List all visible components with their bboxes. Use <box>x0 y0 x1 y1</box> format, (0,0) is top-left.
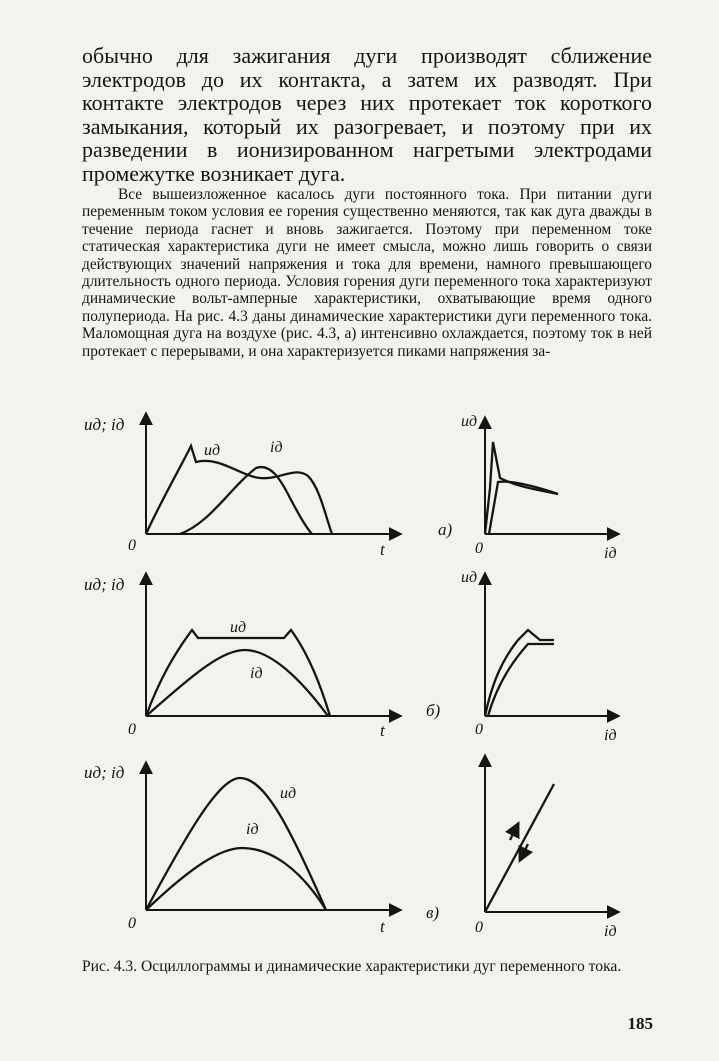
row-b-current-label: iд <box>250 665 263 682</box>
row-b-right-plot <box>461 569 618 744</box>
row-a-right-x-label: iд <box>604 545 617 562</box>
row-b-left-plot <box>84 574 400 740</box>
row-c-origin: 0 <box>128 915 136 932</box>
row-a-dynamic-curve-down <box>489 482 558 534</box>
row-c-right-origin: 0 <box>475 919 483 936</box>
row-a-panel-label: а) <box>438 520 453 539</box>
figure-4-3 <box>80 408 640 953</box>
row-a-current-label: iд <box>270 439 283 456</box>
row-c-voltage-curve <box>146 778 326 910</box>
row-a-right-plot <box>461 413 618 562</box>
row-c-x-label: t <box>380 917 385 936</box>
body-paragraph-1: обычно для зажигания дуги производят сближение электродов до их контакта, а затем их разводят. При контакте электродов через них протекает ток короткого замыкания, который их разогревает, и поэтому при их разведении в ионизированном нагретыми электродами промежутке возникает дуга. <box>82 43 652 186</box>
row-c-dynamic-line <box>485 784 554 912</box>
row-c-right-x-label: iд <box>604 923 617 940</box>
row-b-left-y-label: uд; iд <box>84 575 125 594</box>
row-c-left-plot <box>84 763 400 936</box>
row-a-x-label: t <box>380 540 385 559</box>
row-b-dynamic-curve-down <box>488 644 554 716</box>
row-a-right-origin: 0 <box>475 540 483 557</box>
body-paragraph-2: Все вышеизложенное касалось дуги постоянного тока. При питании дуги переменным током условия ее горения существенно меняются, так как дуга дважды в течение периода гаснет и вновь зажигается. Поэтому при переменном токе статическая характеристика дуги не имеет смысла, можно лишь говорить о связи действующих значений напряжения и тока для времени, намного превышающего длительность одного периода. Условия горения дуги переменного тока характеризуют динамические вольт-амперные характеристики, охватывающие время одного полупериода. На рис. 4.3 даны динамические характеристики дуги переменного тока. Маломощная дуга на воздухе (рис. 4.3, а) интенсивно охлаждается, поэтому ток в ней протекает с перерывами, и она характеризуется пиками напряжения за- <box>82 186 652 360</box>
page-number: 185 <box>627 1014 653 1033</box>
figure-caption: Рис. 4.3. Осциллограммы и динамические характеристики дуг переменного тока. <box>82 958 622 975</box>
row-b-voltage-curve <box>146 630 330 716</box>
row-c-right-plot <box>475 756 618 940</box>
row-c-current-label: iд <box>246 821 259 838</box>
row-b-origin: 0 <box>128 721 136 738</box>
row-b-right-origin: 0 <box>475 721 483 738</box>
row-c-panel-label: в) <box>426 903 440 922</box>
row-c-left-y-label: uд; iд <box>84 763 125 782</box>
row-c-voltage-label: uд <box>280 785 297 802</box>
row-a-right-y-label: uд <box>461 413 478 430</box>
row-c-current-curve <box>146 848 326 910</box>
row-a-current-curve <box>180 467 312 534</box>
row-b-voltage-label: uд <box>230 619 247 636</box>
row-b-right-y-label: uд <box>461 569 478 586</box>
oscillogram-figure <box>80 408 640 953</box>
row-c-arrow-up <box>510 824 518 840</box>
row-a-voltage-label: uд <box>204 442 221 459</box>
row-b-x-label: t <box>380 721 385 740</box>
row-a-left-y-label: uд; iд <box>84 415 125 434</box>
row-b-panel-label: б) <box>426 701 441 720</box>
row-a-left-plot <box>84 414 400 559</box>
row-b-right-x-label: iд <box>604 727 617 744</box>
row-a-origin: 0 <box>128 537 136 554</box>
